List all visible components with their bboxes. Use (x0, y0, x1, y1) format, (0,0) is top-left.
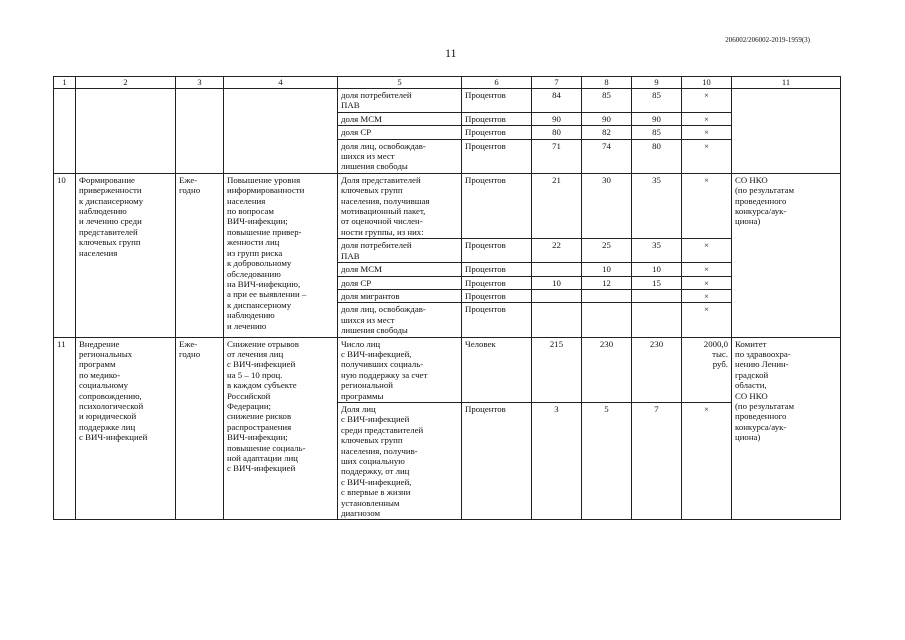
value-2020: 90 (582, 112, 632, 125)
financing-cell: × (682, 263, 732, 276)
value-2019: 3 (532, 402, 582, 519)
value-2019: 22 (532, 239, 582, 263)
header-cell: 5 (338, 77, 462, 89)
value-2021: 35 (632, 173, 682, 238)
financing-cell: 2000,0 тыс. руб. (682, 337, 732, 402)
value-2019: 90 (532, 112, 582, 125)
unit-cell: Процентов (462, 239, 532, 263)
row-number: 11 (54, 337, 76, 520)
indicator-name: доля СР (338, 276, 462, 289)
value-2019: 84 (532, 89, 582, 113)
value-2019 (532, 289, 582, 302)
value-2019: 21 (532, 173, 582, 238)
financing-cell: × (682, 239, 732, 263)
financing-cell: × (682, 303, 732, 337)
indicator-name: Доля представителей ключевых групп населения, получившая мотивационный пакет, от оценочной числен- ности группы, из них: (338, 173, 462, 238)
unit-cell: Процентов (462, 402, 532, 519)
value-2020: 5 (582, 402, 632, 519)
unit-cell: Процентов (462, 289, 532, 302)
value-2021: 35 (632, 239, 682, 263)
expected-result: Повышение уровня информированности населения по вопросам ВИЧ-инфекции; повышение привер- женности лиц из групп риска к добровольному обследованию на ВИЧ-инфекцию, а при ее выявлении – к диспансерному наблюдению и лечению (224, 173, 338, 337)
table-row (54, 89, 841, 113)
indicator-name: доля МСМ (338, 263, 462, 276)
unit-cell: Процентов (462, 263, 532, 276)
table-row (54, 337, 841, 402)
page-number: 11 (445, 46, 457, 60)
value-2021: 10 (632, 263, 682, 276)
executor-cell: СО НКО (по результатам проведенного конкурса/аук- циона) (732, 173, 841, 337)
row-number: 10 (54, 173, 76, 337)
cont-empty-cell (224, 89, 338, 174)
indicator-name: доля лиц, освобождав- шихся из мест лишения свободы (338, 303, 462, 337)
indicator-name: доля лиц, освобождав- шихся из мест лишения свободы (338, 139, 462, 173)
value-2020 (582, 289, 632, 302)
header-cell: 8 (582, 77, 632, 89)
header-cell: 6 (462, 77, 532, 89)
financing-cell: × (682, 173, 732, 238)
value-2021: 90 (632, 112, 682, 125)
unit-cell: Процентов (462, 276, 532, 289)
term-cell: Еже- годно (176, 173, 224, 337)
header-cell: 3 (176, 77, 224, 89)
value-2020: 85 (582, 89, 632, 113)
header-cell: 9 (632, 77, 682, 89)
header-cell: 1 (54, 77, 76, 89)
value-2020: 10 (582, 263, 632, 276)
header-cell: 11 (732, 77, 841, 89)
event-name: Формирование приверженности к диспансерному наблюдению и лечению среди представителей ключевых групп населения (76, 173, 176, 337)
header-cell: 7 (532, 77, 582, 89)
value-2021: 15 (632, 276, 682, 289)
indicator-name: доля мигрантов (338, 289, 462, 302)
value-2020: 82 (582, 126, 632, 139)
indicator-name: доля потребителей ПАВ (338, 89, 462, 113)
cont-empty-cell (732, 89, 841, 174)
executor-cell: Комитет по здравоохра- нению Ленин- градской области, СО НКО (по результатам проведенного конкурса/аук- циона) (732, 337, 841, 520)
value-2020: 74 (582, 139, 632, 173)
value-2019 (532, 303, 582, 337)
value-2020 (582, 303, 632, 337)
cont-empty-cell (76, 89, 176, 174)
unit-cell: Процентов (462, 89, 532, 113)
cont-empty-cell (176, 89, 224, 174)
value-2020: 25 (582, 239, 632, 263)
value-2019: 80 (532, 126, 582, 139)
program-table (53, 76, 841, 520)
financing-cell: × (682, 402, 732, 519)
value-2021 (632, 289, 682, 302)
term-cell: Еже- годно (176, 337, 224, 520)
value-2020: 12 (582, 276, 632, 289)
value-2019: 10 (532, 276, 582, 289)
value-2019: 71 (532, 139, 582, 173)
value-2020: 230 (582, 337, 632, 402)
financing-cell: × (682, 112, 732, 125)
header-cell: 2 (76, 77, 176, 89)
indicator-name: доля СР (338, 126, 462, 139)
document-number: 206002/206002-2019-1959(3) (725, 36, 810, 44)
header-row (54, 77, 841, 89)
unit-cell: Процентов (462, 173, 532, 238)
unit-cell: Процентов (462, 126, 532, 139)
value-2021: 85 (632, 126, 682, 139)
value-2021 (632, 303, 682, 337)
value-2021: 85 (632, 89, 682, 113)
indicator-name: Число лиц с ВИЧ-инфекцией, получивших социаль- ную поддержку за счет региональной программы (338, 337, 462, 402)
indicator-name: Доля лиц с ВИЧ-инфекцией среди представителей ключевых групп населения, получив- ших социальную поддержку, от лиц с ВИЧ-инфекцией, с впервые в жизни установленным диагнозом (338, 402, 462, 519)
event-name: Внедрение региональных программ по медико- социальному сопровождению, психологической и юридической поддержке лиц с ВИЧ-инфекцией (76, 337, 176, 520)
value-2021: 230 (632, 337, 682, 402)
cont-empty-cell (54, 89, 76, 174)
unit-cell: Человек (462, 337, 532, 402)
financing-cell: × (682, 276, 732, 289)
header-cell: 4 (224, 77, 338, 89)
expected-result: Снижение отрывов от лечения лиц с ВИЧ-инфекцией на 5 – 10 проц. в каждом субъекте Российской Федерации; снижение рисков распространения ВИЧ-инфекции; повышение социаль- ной адаптации лиц с ВИЧ-инфекцией (224, 337, 338, 520)
unit-cell: Процентов (462, 303, 532, 337)
value-2019: 215 (532, 337, 582, 402)
financing-cell: × (682, 126, 732, 139)
indicator-name: доля МСМ (338, 112, 462, 125)
unit-cell: Процентов (462, 139, 532, 173)
value-2019 (532, 263, 582, 276)
value-2021: 80 (632, 139, 682, 173)
financing-cell: × (682, 89, 732, 113)
financing-cell: × (682, 289, 732, 302)
header-cell: 10 (682, 77, 732, 89)
value-2021: 7 (632, 402, 682, 519)
value-2020: 30 (582, 173, 632, 238)
indicator-name: доля потребителей ПАВ (338, 239, 462, 263)
unit-cell: Процентов (462, 112, 532, 125)
financing-cell: × (682, 139, 732, 173)
table-row (54, 173, 841, 238)
